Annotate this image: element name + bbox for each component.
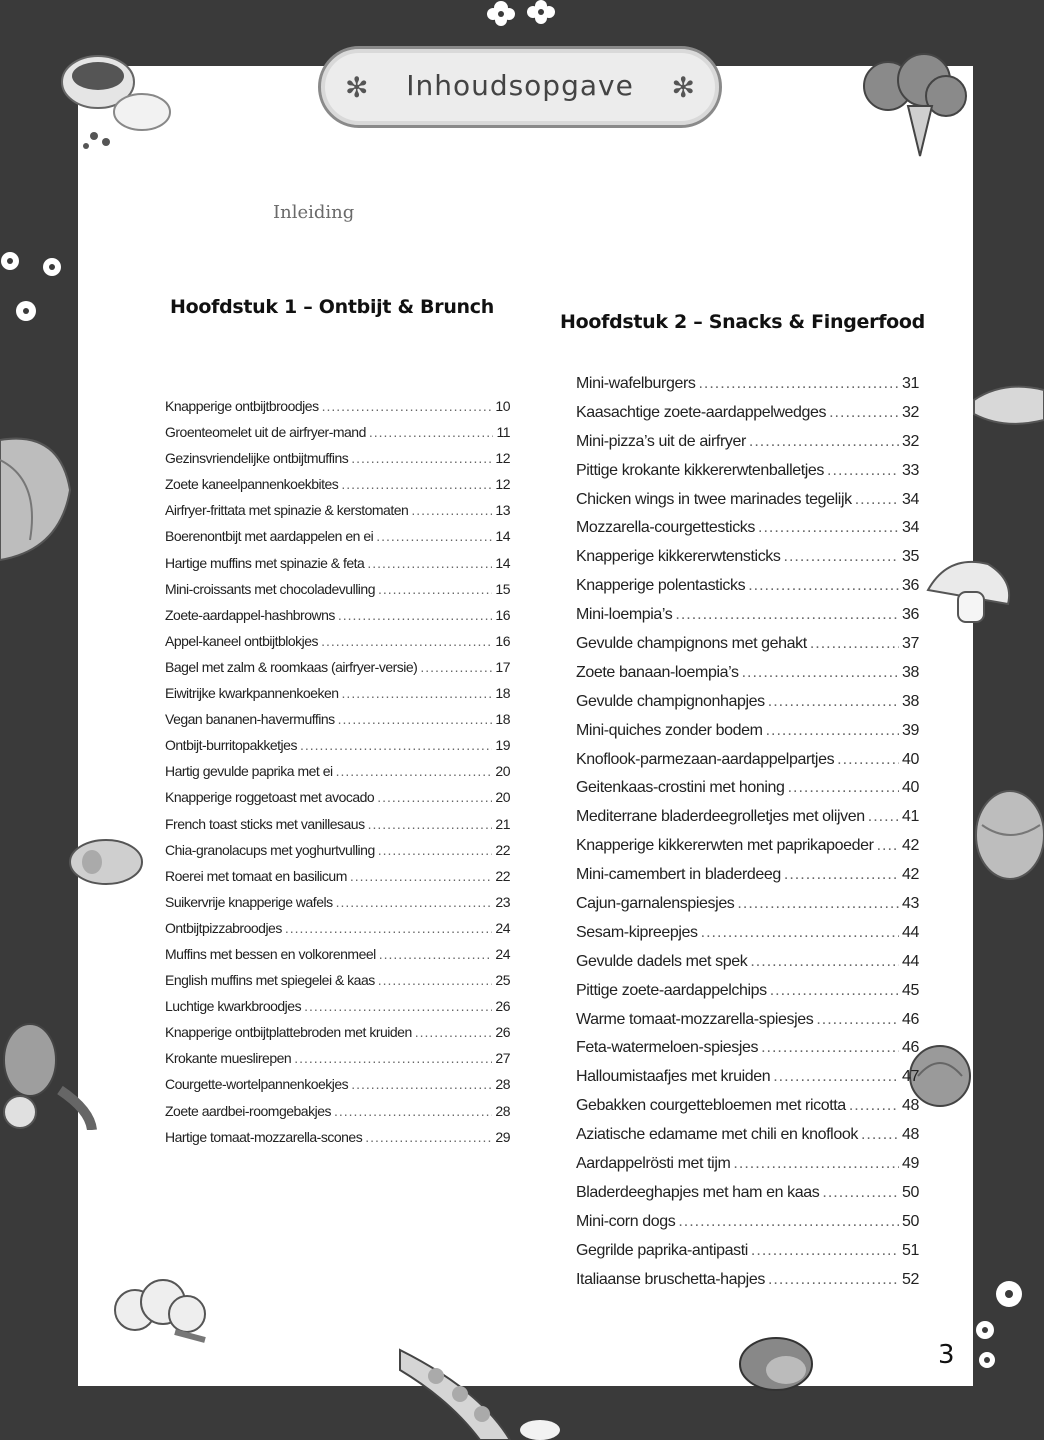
page-title: Inhoudsopgave <box>406 69 634 102</box>
toc-entry-page: 41 <box>902 808 919 826</box>
toc-leader-dots <box>829 399 899 428</box>
toc-entry-page: 12 <box>495 450 510 467</box>
toc-entry-title: Kaasachtige zoete-aardappelwedges <box>576 403 827 421</box>
toc-entry-title: Pittige krokante kikkererwtenballetjes <box>576 461 825 479</box>
toc-leader-dots <box>770 977 899 1006</box>
toc-entry-page: 51 <box>902 1241 919 1259</box>
toc-entry[interactable] <box>576 803 919 832</box>
toc-entry[interactable] <box>165 811 510 837</box>
toc-entry-page: 45 <box>902 981 919 999</box>
toc-entry[interactable] <box>165 863 510 889</box>
toc-entry-title: Hartig gevulde paprika met ei <box>165 763 333 780</box>
toc-entry[interactable] <box>576 919 919 948</box>
toc-entry-title: Groenteomelet uit de airfryer-mand <box>165 424 366 441</box>
toc-entry-page: 17 <box>495 658 510 675</box>
toc-entry-title: Mini-croissants met chocoladevulling <box>165 580 375 597</box>
toc-leader-dots <box>749 428 899 457</box>
toc-leader-dots <box>750 948 899 977</box>
toc-entry-title: Appel-kaneel ontbijtblokjes <box>165 632 319 649</box>
title-banner <box>318 46 722 128</box>
toc-leader-dots <box>784 543 900 572</box>
toc-entry-title: Roerei met tomaat en basilicum <box>165 867 347 884</box>
toc-leader-dots <box>338 602 493 628</box>
toc-entry-title: Halloumistaafjes met kruiden <box>576 1068 771 1086</box>
toc-entry[interactable] <box>576 861 919 890</box>
toc-entry[interactable] <box>165 889 510 915</box>
toc-entry-page: 20 <box>495 763 510 780</box>
toc-leader-dots <box>300 732 492 758</box>
toc-entry[interactable] <box>165 419 510 445</box>
toc-entry[interactable] <box>576 428 919 457</box>
toc-leader-dots <box>378 576 492 602</box>
toc-leader-dots <box>768 688 899 717</box>
flower-icon <box>975 1270 1044 1380</box>
toc-entry[interactable] <box>165 680 510 706</box>
toc-entry-title: Knapperige kikkererwtensticks <box>576 548 781 566</box>
toc-leader-dots <box>751 1237 899 1266</box>
toc-entry-title: Knapperige polentasticks <box>576 577 746 595</box>
toc-entry-page: 26 <box>495 998 510 1015</box>
toc-entry-page: 46 <box>902 1010 919 1028</box>
toc-entry[interactable] <box>165 628 510 654</box>
toc-leader-dots <box>304 993 492 1019</box>
toc-entry-page: 52 <box>902 1270 919 1288</box>
toc-leader-dots <box>784 861 899 890</box>
toc-leader-dots <box>733 1150 899 1179</box>
toc-leader-dots <box>322 393 493 419</box>
nut-illustration <box>962 785 1044 885</box>
toc-entry[interactable] <box>165 602 510 628</box>
toc-entry-page: 19 <box>495 737 510 754</box>
toc-leader-dots <box>868 803 899 832</box>
toc-entry-title: Zoete banaan-loempia’s <box>576 663 739 681</box>
toc-entry[interactable] <box>165 1098 510 1124</box>
toc-leader-dots <box>758 514 899 543</box>
toc-entry-page: 28 <box>495 1076 510 1093</box>
toc-leader-dots <box>788 774 899 803</box>
flower-icon <box>0 245 80 335</box>
peapod-illustration <box>390 1330 570 1440</box>
toc-entry-title: Mini-loempia’s <box>576 606 673 624</box>
toc-leader-dots <box>350 863 493 889</box>
toc-entry-title: Italiaanse bruschetta-hapjes <box>576 1270 765 1288</box>
toc-entry[interactable] <box>576 1063 919 1092</box>
toc-entry-page: 48 <box>902 1097 919 1115</box>
toc-entry-title: Knoflook-parmezaan-aardappelpartjes <box>576 750 835 768</box>
toc-entry[interactable] <box>576 1150 919 1179</box>
toc-entry-page: 32 <box>902 403 919 421</box>
cauliflower-illustration <box>105 1270 215 1350</box>
toc-entry[interactable] <box>165 784 510 810</box>
toc-leader-dots <box>855 486 899 515</box>
toc-entry-page: 34 <box>902 490 919 508</box>
toc-entry[interactable] <box>165 1019 510 1045</box>
toc-entry-title: Zoete kaneelpannenkoekbites <box>165 476 339 493</box>
toc-entry-page: 36 <box>902 577 919 595</box>
toc-entry-page: 25 <box>495 972 510 989</box>
toc-entry[interactable] <box>576 1179 919 1208</box>
toc-entry[interactable] <box>576 717 919 746</box>
chapter-1-list <box>165 393 510 1150</box>
toc-leader-dots <box>761 1034 899 1063</box>
toc-entry-page: 22 <box>495 841 510 858</box>
toc-entry-title: Bagel met zalm & roomkaas (airfryer-versie) <box>165 658 418 675</box>
toc-entry-page: 10 <box>495 398 510 414</box>
toc-entry-title: Mini-corn dogs <box>576 1212 676 1230</box>
toc-entry-page: 16 <box>495 632 510 649</box>
toc-leader-dots <box>336 758 493 784</box>
toc-leader-dots <box>861 1121 899 1150</box>
toc-entry-page: 31 <box>902 375 919 392</box>
toc-entry[interactable] <box>576 486 919 515</box>
toc-entry-page: 46 <box>902 1039 919 1057</box>
chapter-2-title: Hoofdstuk 2 – Snacks & Fingerfood <box>560 311 925 333</box>
toc-leader-dots <box>816 1006 899 1035</box>
toc-leader-dots <box>351 445 492 471</box>
toc-entry-title: Ontbijt-burritopakketjes <box>165 737 297 754</box>
toc-leader-dots <box>365 1124 492 1150</box>
toc-entry[interactable] <box>576 457 919 486</box>
toc-entry-title: Aardappelrösti met tijm <box>576 1155 731 1173</box>
toc-leader-dots <box>849 1092 899 1121</box>
toc-entry[interactable] <box>165 523 510 549</box>
toc-entry[interactable] <box>576 746 919 775</box>
peanut-illustration <box>66 828 146 898</box>
toc-leader-dots <box>742 659 899 688</box>
toc-entry[interactable] <box>576 1121 919 1150</box>
toc-entry-title: Muffins met bessen en volkorenmeel <box>165 945 376 962</box>
toc-entry-page: 42 <box>902 866 919 884</box>
toc-entry-title: Hartige tomaat-mozzarella-scones <box>165 1128 363 1145</box>
toc-entry-page: 20 <box>495 789 510 806</box>
toc-entry-page: 29 <box>495 1128 510 1145</box>
toc-entry[interactable] <box>576 630 919 659</box>
toc-entry-page: 14 <box>495 528 510 545</box>
toc-entry[interactable] <box>576 688 919 717</box>
bowls-illustration <box>50 50 190 160</box>
toc-leader-dots <box>367 550 492 576</box>
flower-icon <box>485 0 565 28</box>
toc-leader-dots <box>877 832 899 861</box>
toc-entry-title: Gegrilde paprika-antipasti <box>576 1241 748 1259</box>
toc-entry[interactable] <box>576 514 919 543</box>
toc-leader-dots <box>378 837 493 863</box>
toc-leader-dots <box>341 471 492 497</box>
toc-entry-title: Eiwitrijke kwarkpannenkoeken <box>165 685 339 702</box>
toc-entry-page: 13 <box>495 502 510 519</box>
toc-entry[interactable] <box>165 497 510 523</box>
toc-leader-dots <box>369 419 494 445</box>
toc-entry-page: 23 <box>495 893 510 910</box>
toc-entry-title: Airfryer-frittata met spinazie & kerstomaten <box>165 502 409 519</box>
toc-entry-page: 15 <box>495 580 510 597</box>
toc-entry[interactable] <box>165 1071 510 1097</box>
flower-icon: ✻ <box>671 71 695 104</box>
toc-entry-title: Gezinsvriendelijke ontbijtmuffins <box>165 450 349 467</box>
toc-entry-title: Ontbijtpizzabroodjes <box>165 919 282 936</box>
toc-leader-dots <box>420 654 492 680</box>
toc-entry-title: Chia-granolacups met yoghurtvulling <box>165 841 375 858</box>
toc-entry-page: 38 <box>902 663 919 681</box>
toc-entry[interactable] <box>165 758 510 784</box>
toc-entry[interactable] <box>576 977 919 1006</box>
toc-leader-dots <box>827 457 899 486</box>
toc-entry-page: 47 <box>902 1068 919 1086</box>
toc-entry-title: Gevulde dadels met spek <box>576 952 748 970</box>
toc-entry-title: Boerenontbijt met aardappelen en ei <box>165 528 374 545</box>
toc-entry-page: 28 <box>495 1102 510 1119</box>
toc-entry[interactable] <box>165 1045 510 1071</box>
toc-entry-title: Knapperige kikkererwten met paprikapoeder <box>576 837 874 855</box>
toc-leader-dots <box>768 1266 899 1295</box>
toc-entry-title: Knapperige ontbijtbroodjes <box>165 398 319 414</box>
toc-entry[interactable] <box>576 1092 919 1121</box>
toc-entry[interactable] <box>165 576 510 602</box>
toc-entry[interactable] <box>165 445 510 471</box>
toc-entry-page: 24 <box>495 919 510 936</box>
page-number: 3 <box>938 1340 955 1370</box>
toc-entry-page: 12 <box>495 476 510 493</box>
toc-entry-title: Krokante mueslirepen <box>165 1050 292 1067</box>
toc-entry-page: 21 <box>495 815 510 832</box>
toc-entry[interactable] <box>576 1266 919 1295</box>
toc-entry-page: 32 <box>902 432 919 450</box>
toc-leader-dots <box>368 811 493 837</box>
toc-entry-page: 40 <box>902 779 919 797</box>
toc-entry-title: Sesam-kipreepjes <box>576 923 698 941</box>
toc-entry[interactable] <box>165 993 510 1019</box>
toc-entry[interactable] <box>165 654 510 680</box>
toc-entry[interactable] <box>576 1208 919 1237</box>
toc-leader-dots <box>321 628 492 654</box>
toc-entry-page: 22 <box>495 867 510 884</box>
toc-entry-page: 49 <box>902 1155 919 1173</box>
chapter-1-title: Hoofdstuk 1 – Ontbijt & Brunch <box>170 296 494 318</box>
toc-leader-dots <box>342 680 493 706</box>
toc-leader-dots <box>411 497 492 523</box>
toc-entry[interactable] <box>165 967 510 993</box>
toc-leader-dots <box>285 915 493 941</box>
cucumber-illustration <box>0 1020 100 1130</box>
toc-entry-title: Hartige muffins met spinazie & feta <box>165 554 365 571</box>
toc-entry[interactable] <box>576 1034 919 1063</box>
toc-entry[interactable] <box>576 543 919 572</box>
toc-entry-title: Vegan bananen-havermuffins <box>165 711 335 728</box>
toc-entry-title: Gevulde champignons met gehakt <box>576 635 807 653</box>
flower-icon: ✻ <box>345 71 369 104</box>
toc-leader-dots <box>773 1063 899 1092</box>
toc-entry-page: 38 <box>902 692 919 710</box>
toc-entry-title: French toast sticks met vanillesaus <box>165 815 365 832</box>
toc-entry[interactable] <box>576 572 919 601</box>
toc-entry[interactable] <box>576 659 919 688</box>
toc-entry-page: 24 <box>495 945 510 962</box>
toc-leader-dots <box>338 706 493 732</box>
potato-illustration <box>736 1330 826 1400</box>
toc-entry-page: 37 <box>902 635 919 653</box>
toc-entry-page: 27 <box>495 1050 510 1067</box>
toc-entry[interactable] <box>165 915 510 941</box>
toc-leader-dots <box>294 1045 492 1071</box>
toc-entry-title: Mini-wafelburgers <box>576 375 696 392</box>
toc-entry-page: 44 <box>902 923 919 941</box>
toc-entry-page: 42 <box>902 837 919 855</box>
toc-leader-dots <box>378 967 493 993</box>
toc-leader-dots <box>810 630 899 659</box>
toc-entry-page: 35 <box>902 548 919 566</box>
toc-leader-dots <box>379 941 493 967</box>
toc-entry-page: 18 <box>495 711 510 728</box>
toc-entry-page: 14 <box>495 554 510 571</box>
lettuce-illustration <box>0 420 80 570</box>
toc-leader-dots <box>415 1019 493 1045</box>
toc-entry-title: Zoete-aardappel-hashbrowns <box>165 606 335 623</box>
toc-leader-dots <box>701 919 899 948</box>
toc-entry-title: Mini-pizza’s uit de airfryer <box>576 432 746 450</box>
toc-entry-title: Mini-camembert in bladerdeeg <box>576 866 781 884</box>
toc-leader-dots <box>678 1208 899 1237</box>
toc-leader-dots <box>675 601 899 630</box>
toc-entry-page: 36 <box>902 606 919 624</box>
toc-entry[interactable] <box>165 706 510 732</box>
toc-leader-dots <box>698 370 899 399</box>
toc-entry-page: 44 <box>902 952 919 970</box>
toc-entry[interactable] <box>576 948 919 977</box>
toc-entry[interactable] <box>576 832 919 861</box>
toc-entry[interactable] <box>165 471 510 497</box>
toc-leader-dots <box>376 523 492 549</box>
toc-entry-page: 16 <box>495 606 510 623</box>
toc-entry[interactable] <box>165 1124 510 1150</box>
toc-entry[interactable] <box>576 1006 919 1035</box>
toc-entry-title: English muffins met spiegelei & kaas <box>165 972 375 989</box>
toc-leader-dots <box>837 746 899 775</box>
toc-entry-title: Suikervrije knapperige wafels <box>165 893 333 910</box>
toc-entry-title: Aziatische edamame met chili en knoflook <box>576 1126 858 1144</box>
toc-entry-page: 39 <box>902 721 919 739</box>
toc-entry-title: Chicken wings in twee marinades tegelijk <box>576 490 852 508</box>
toc-entry-title: Mediterrane bladerdeegrolletjes met olijven <box>576 808 865 826</box>
toc-entry-title: Luchtige kwarkbroodjes <box>165 998 302 1015</box>
toc-entry[interactable] <box>576 1237 919 1266</box>
toc-entry[interactable] <box>576 370 919 399</box>
toc-entry-title: Gevulde champignonhapjes <box>576 692 765 710</box>
toc-entry[interactable] <box>576 399 919 428</box>
toc-entry-title: Knapperige roggetoast met avocado <box>165 789 375 806</box>
toc-entry-title: Feta-watermeloen-spiesjes <box>576 1039 759 1057</box>
toc-entry-title: Bladerdeeghapjes met ham en kaas <box>576 1183 820 1201</box>
mushroom-illustration <box>918 550 1028 630</box>
toc-entry-page: 50 <box>902 1183 919 1201</box>
toc-entry[interactable] <box>165 393 510 419</box>
toc-entry-title: Cajun-garnalenspiesjes <box>576 895 735 913</box>
toc-leader-dots <box>822 1179 899 1208</box>
toc-leader-dots <box>336 889 493 915</box>
toc-leader-dots <box>377 784 492 810</box>
chapter-2-list <box>576 370 919 1295</box>
toc-entry-title: Pittige zoete-aardappelchips <box>576 981 767 999</box>
toc-entry[interactable] <box>165 941 510 967</box>
toc-entry-page: 26 <box>495 1024 510 1041</box>
toc-leader-dots <box>351 1071 492 1097</box>
toc-entry-page: 50 <box>902 1212 919 1230</box>
pepper-illustration <box>964 370 1044 440</box>
toc-entry-page: 33 <box>902 461 919 479</box>
toc-entry-page: 40 <box>902 750 919 768</box>
toc-entry[interactable] <box>165 837 510 863</box>
toc-leader-dots <box>766 717 899 746</box>
toc-entry-page: 43 <box>902 895 919 913</box>
toc-leader-dots <box>737 890 899 919</box>
toc-entry-title: Geitenkaas-crostini met honing <box>576 779 785 797</box>
toc-entry-title: Zoete aardbei-roomgebakjes <box>165 1102 331 1119</box>
toc-entry-title: Gebakken courgettebloemen met ricotta <box>576 1097 846 1115</box>
toc-entry-title: Mozzarella-courgettesticks <box>576 519 755 537</box>
broccoli-illustration <box>848 50 978 160</box>
toc-entry[interactable] <box>576 601 919 630</box>
toc-entry-title: Knapperige ontbijtplattebroden met kruiden <box>165 1024 412 1041</box>
toc-entry[interactable] <box>165 550 510 576</box>
toc-entry[interactable] <box>576 774 919 803</box>
toc-entry-title: Warme tomaat-mozzarella-spiesjes <box>576 1010 814 1028</box>
toc-entry-page: 48 <box>902 1126 919 1144</box>
toc-entry[interactable] <box>165 732 510 758</box>
toc-leader-dots <box>748 572 899 601</box>
toc-entry-page: 18 <box>495 685 510 702</box>
intro-link[interactable]: Inleiding <box>273 202 355 223</box>
toc-entry-page: 34 <box>902 519 919 537</box>
toc-entry-title: Mini-quiches zonder bodem <box>576 721 763 739</box>
toc-entry-title: Courgette-wortelpannenkoekjes <box>165 1076 349 1093</box>
toc-entry-page: 11 <box>496 424 510 441</box>
toc-leader-dots <box>334 1098 492 1124</box>
toc-entry[interactable] <box>576 890 919 919</box>
